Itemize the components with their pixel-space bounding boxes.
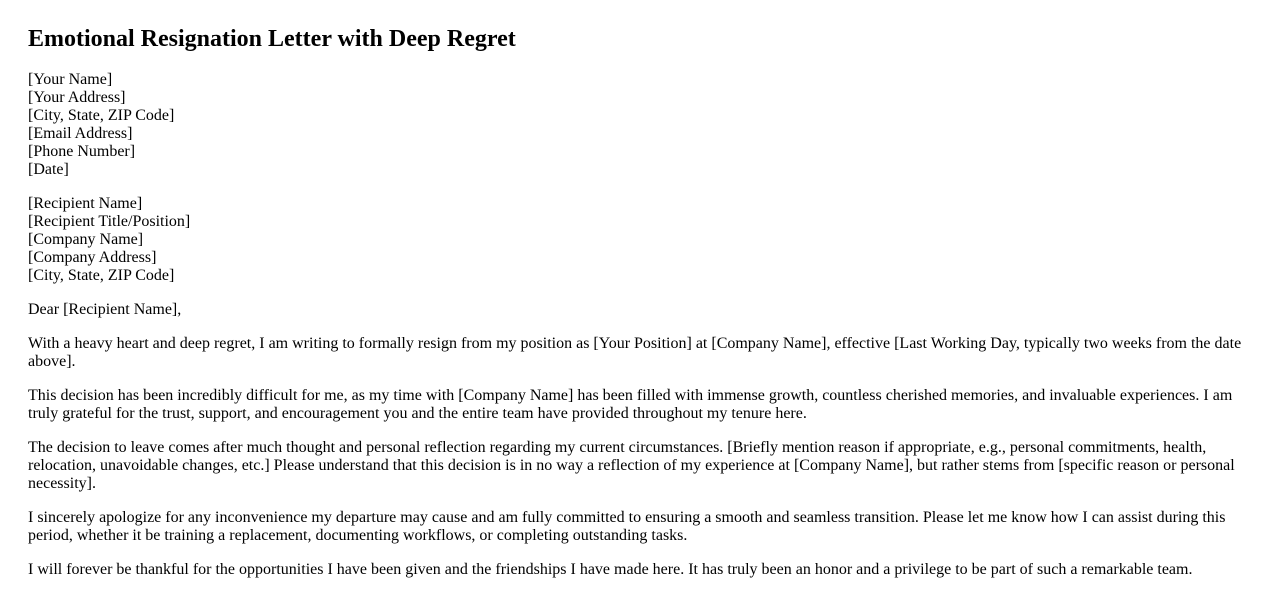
sender-line: [Email Address] [28, 125, 133, 142]
salutation: Dear [Recipient Name], [28, 301, 182, 318]
letter-paragraph: With a heavy heart and deep regret, I am writing to formally resign from my position as [Your Position] at [Company Name], effective [Last Working Day, typically two weeks from the date above]. [28, 335, 1242, 370]
letter-paragraph: I will forever be thankful for the opportunities I have been given and the friendships I have made here. It has truly been an honor and a privilege to be part of such a remarkable team. [28, 561, 1193, 578]
sender-line: [Phone Number] [28, 143, 136, 160]
sender-line: [Date] [28, 161, 69, 178]
sender-line: [City, State, ZIP Code] [28, 107, 175, 124]
recipient-line: [City, State, ZIP Code] [28, 267, 175, 284]
recipient-line: [Recipient Title/Position] [28, 213, 191, 230]
recipient-line: [Company Name] [28, 231, 144, 248]
letter-paragraph: The decision to leave comes after much thought and personal reflection regarding my current circumstances. [Briefly mention reason if appropriate, e.g., personal commitments, health, relocation, unavoidable changes, etc.] Please understand that this decision is in no way a reflection of my experience at [Company Name], but rather stems from [specific reason or personal necessity]. [28, 439, 1235, 492]
letter-paragraph: I sincerely apologize for any inconvenience my departure may cause and am fully committed to ensuring a smooth and seamless transition. Please let me know how I can assist during this period, whether it be training a replacement, documenting workflows, or completing outstanding tasks. [28, 509, 1226, 544]
recipient-line: [Company Address] [28, 249, 157, 266]
letter-paragraph: This decision has been incredibly difficult for me, as my time with [Company Name] has been filled with immense growth, countless cherished memories, and invaluable experiences. I am truly grateful for the trust, support, and encouragement you and the entire team have provided throughout my tenure here. [28, 387, 1233, 422]
sender-address-block [28, 71, 1250, 179]
document-title: Emotional Resignation Letter with Deep Regret [28, 26, 516, 52]
sender-line: [Your Name] [28, 71, 113, 88]
recipient-line: [Recipient Name] [28, 195, 143, 212]
sender-line: [Your Address] [28, 89, 126, 106]
recipient-address-block [28, 195, 1250, 285]
